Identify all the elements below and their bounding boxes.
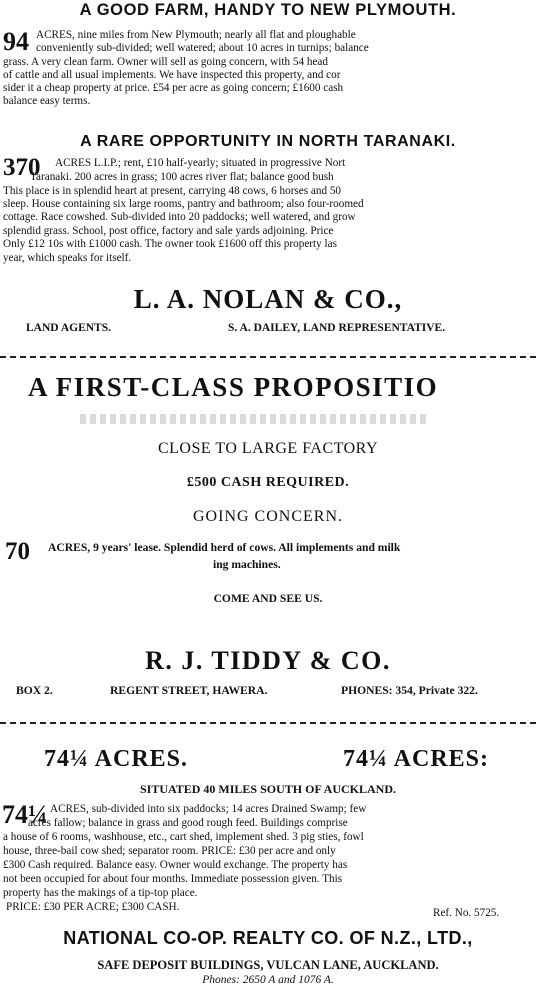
ad4-line-2: acres fallow; balance in grass and good rough feed. Buildings comprise bbox=[28, 817, 348, 829]
ad3-line-going: GOING CONCERN. bbox=[193, 508, 343, 525]
ad3-come-and-see: COME AND SEE US. bbox=[213, 592, 323, 605]
ad3-street: REGENT STREET, HAWERA. bbox=[110, 684, 268, 697]
ad2-agent-name: L. A. NOLAN & CO., bbox=[133, 284, 403, 314]
ad4-line-3: a house of 6 rooms, washhouse, etc., cart shed, implement shed. 3 pig sties, fowl bbox=[3, 831, 364, 843]
ad4-lot-number: 74¼ bbox=[2, 800, 48, 829]
divider-2 bbox=[0, 722, 536, 724]
ad2-representative: S. A. DAILEY, LAND REPRESENTATIVE. bbox=[228, 322, 446, 334]
ad4-line-6: not been occupied for about four months. Immediate possession given. This bbox=[3, 873, 343, 885]
ad3-faded-strip bbox=[80, 414, 430, 424]
ad4-phones: Phones: 2650 A and 1076 A. bbox=[202, 974, 334, 986]
ad2-lot-number: 370 bbox=[3, 154, 41, 181]
ad2-line-2: Taranaki. 200 acres in grass; 100 acres river flat; balance good bush bbox=[30, 171, 334, 183]
ad3-desc-2: ing machines. bbox=[213, 558, 281, 571]
ad2-line-5: cottage. Race cowshed. Sub-divided into 20 paddocks; well watered, and grow bbox=[3, 211, 356, 223]
ad1-line-2: conveniently sub-divided; well watered; about 10 acres in turnips; balance bbox=[36, 42, 369, 54]
ad1-line-6: balance easy terms. bbox=[3, 95, 91, 107]
ad2-line-3: This place is in splendid heart at present, carrying 48 cows, 6 horses and 50 bbox=[3, 185, 342, 197]
ad3-agent-name: R. J. TIDDY & CO. bbox=[145, 646, 391, 675]
ad1-line-4: of cattle and all usual implements. We have inspected this property, and cor bbox=[3, 69, 341, 81]
ad1-line-5: sider it a cheap property at price. £54 per acre as going concern; £1600 cash bbox=[3, 82, 344, 94]
ad2-land-agents: LAND AGENTS. bbox=[26, 322, 111, 334]
ad4-line-5: £300 Cash required. Balance easy. Owner would exchange. The property has bbox=[3, 859, 348, 871]
ad4-situated: SITUATED 40 MILES SOUTH OF AUCKLAND. bbox=[139, 782, 397, 796]
ad3-line-factory: CLOSE TO LARGE FACTORY bbox=[157, 440, 379, 457]
ad4-left-title: 74¼ ACRES. bbox=[44, 746, 189, 772]
ad3-lot-number: 70 bbox=[5, 538, 30, 565]
ad4-right-title: 74¼ ACRES: bbox=[343, 746, 490, 772]
ad3-phones: PHONES: 354, Private 322. bbox=[341, 684, 478, 697]
ad2-title: A RARE OPPORTUNITY IN NORTH TARANAKI. bbox=[80, 133, 456, 150]
ad2-line-8: year, which speaks for itself. bbox=[3, 252, 132, 264]
ad2-line-6: splendid grass. School, post office, factory and sale yards adjoining. Price bbox=[3, 225, 334, 237]
ad4-ref-number: Ref. No. 5725. bbox=[433, 907, 500, 919]
ad4-address: SAFE DEPOSIT BUILDINGS, VULCAN LANE, AUCKLAND. bbox=[97, 958, 439, 972]
ad4-line-1: ACRES, sub-divided into six paddocks; 14 acres Drained Swamp; few bbox=[50, 803, 367, 815]
ad3-desc-1: ACRES, 9 years' lease. Splendid herd of cows. All implements and milk bbox=[48, 541, 401, 554]
ad1-lot-number: 94 bbox=[3, 27, 29, 56]
ad2-line-1: ACRES L.I.P.; rent, £10 half-yearly; situated in progressive Nort bbox=[55, 157, 346, 169]
ad1-title: A GOOD FARM, HANDY TO NEW PLYMOUTH. bbox=[79, 1, 457, 19]
ad1-line-3: grass. A very clean farm. Owner will sell as going concern, with 54 head bbox=[3, 56, 328, 68]
ad4-line-7: property has the makings of a tip-top place. bbox=[3, 887, 198, 899]
ad1-line-1: ACRES, nine miles from New Plymouth; nearly all flat and ploughable bbox=[36, 29, 356, 41]
ad4-price-line: PRICE: £30 PER ACRE; £300 CASH. bbox=[6, 901, 180, 913]
divider-1 bbox=[0, 356, 536, 358]
ad2-line-7: Only £12 10s with £1000 cash. The owner took £1600 off this property las bbox=[3, 238, 337, 250]
ad3-title: A FIRST-CLASS PROPOSITIO bbox=[28, 372, 439, 402]
ad4-line-4: house, three-bail cow shed; separator room. PRICE: £30 per acre and only bbox=[3, 845, 336, 857]
ad3-line-cash: £500 CASH REQUIRED. bbox=[186, 475, 350, 490]
ad2-line-4: sleep. House containing six large rooms, pantry and bathroom; also four-roomed bbox=[3, 198, 364, 210]
ad3-box: BOX 2. bbox=[16, 684, 53, 697]
ad4-agent-name: NATIONAL CO-OP. REALTY CO. OF N.Z., LTD., bbox=[63, 928, 473, 948]
